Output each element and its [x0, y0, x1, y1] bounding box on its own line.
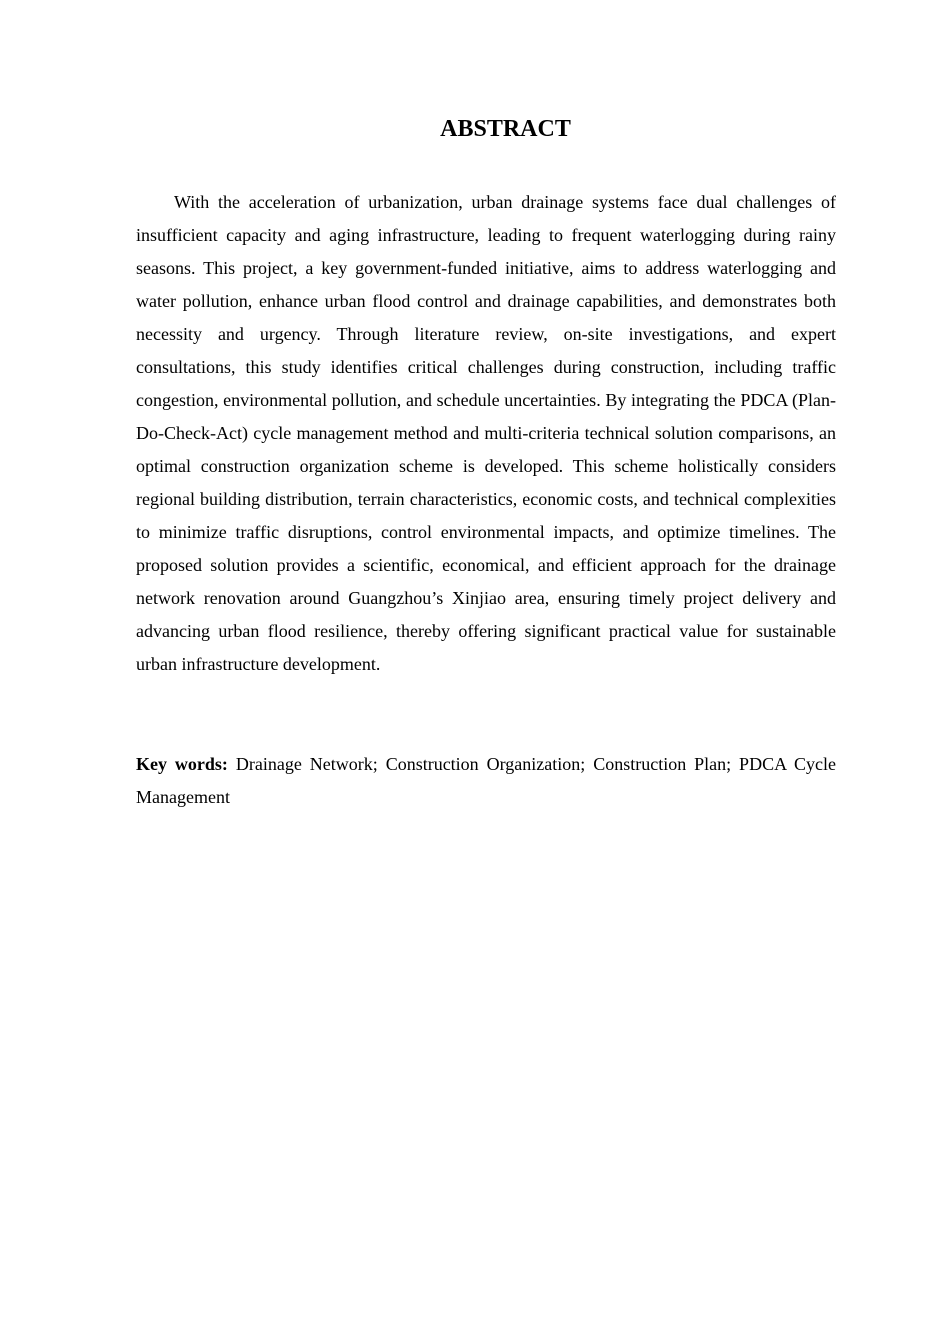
abstract-title: ABSTRACT — [440, 116, 571, 142]
abstract-body-text: With the acceleration of urbanization, urban drainage systems face dual challenges of insufficient capacity and aging infrastructure, leading to frequent waterlogging during rainy seasons. This project, a key government-funded initiative, aims to address waterlogging and water pollution, enhance urban flood control and drainage capabilities, and demonstrates both necessity and urgency. Through literature review, on-site investigations, and expert consultations, this study identifies critical challenges during construction, including traffic congestion, environmental pollution, and schedule uncertainties. By integrating the PDCA (Plan-Do-Check-Act) cycle management method and multi-criteria technical solution comparisons, an optimal construction organization scheme is developed. This scheme holistically considers regional building distribution, terrain characteristics, economic costs, and technical complexities to minimize traffic disruptions, control environmental impacts, and optimize timelines. The proposed solution provides a scientific, economical, and efficient approach for the drainage network renovation around Guangzhou’s Xinjiao area, ensuring timely project delivery and advancing urban flood resilience, thereby offering significant practical value for sustainable urban infrastructure development. — [136, 192, 836, 674]
keywords-list: Drainage Network; Construction Organization; Construction Plan; PDCA Cycle Management — [136, 754, 837, 807]
keywords-label: Key words: — [136, 754, 228, 774]
keywords-paragraph — [136, 748, 836, 814]
